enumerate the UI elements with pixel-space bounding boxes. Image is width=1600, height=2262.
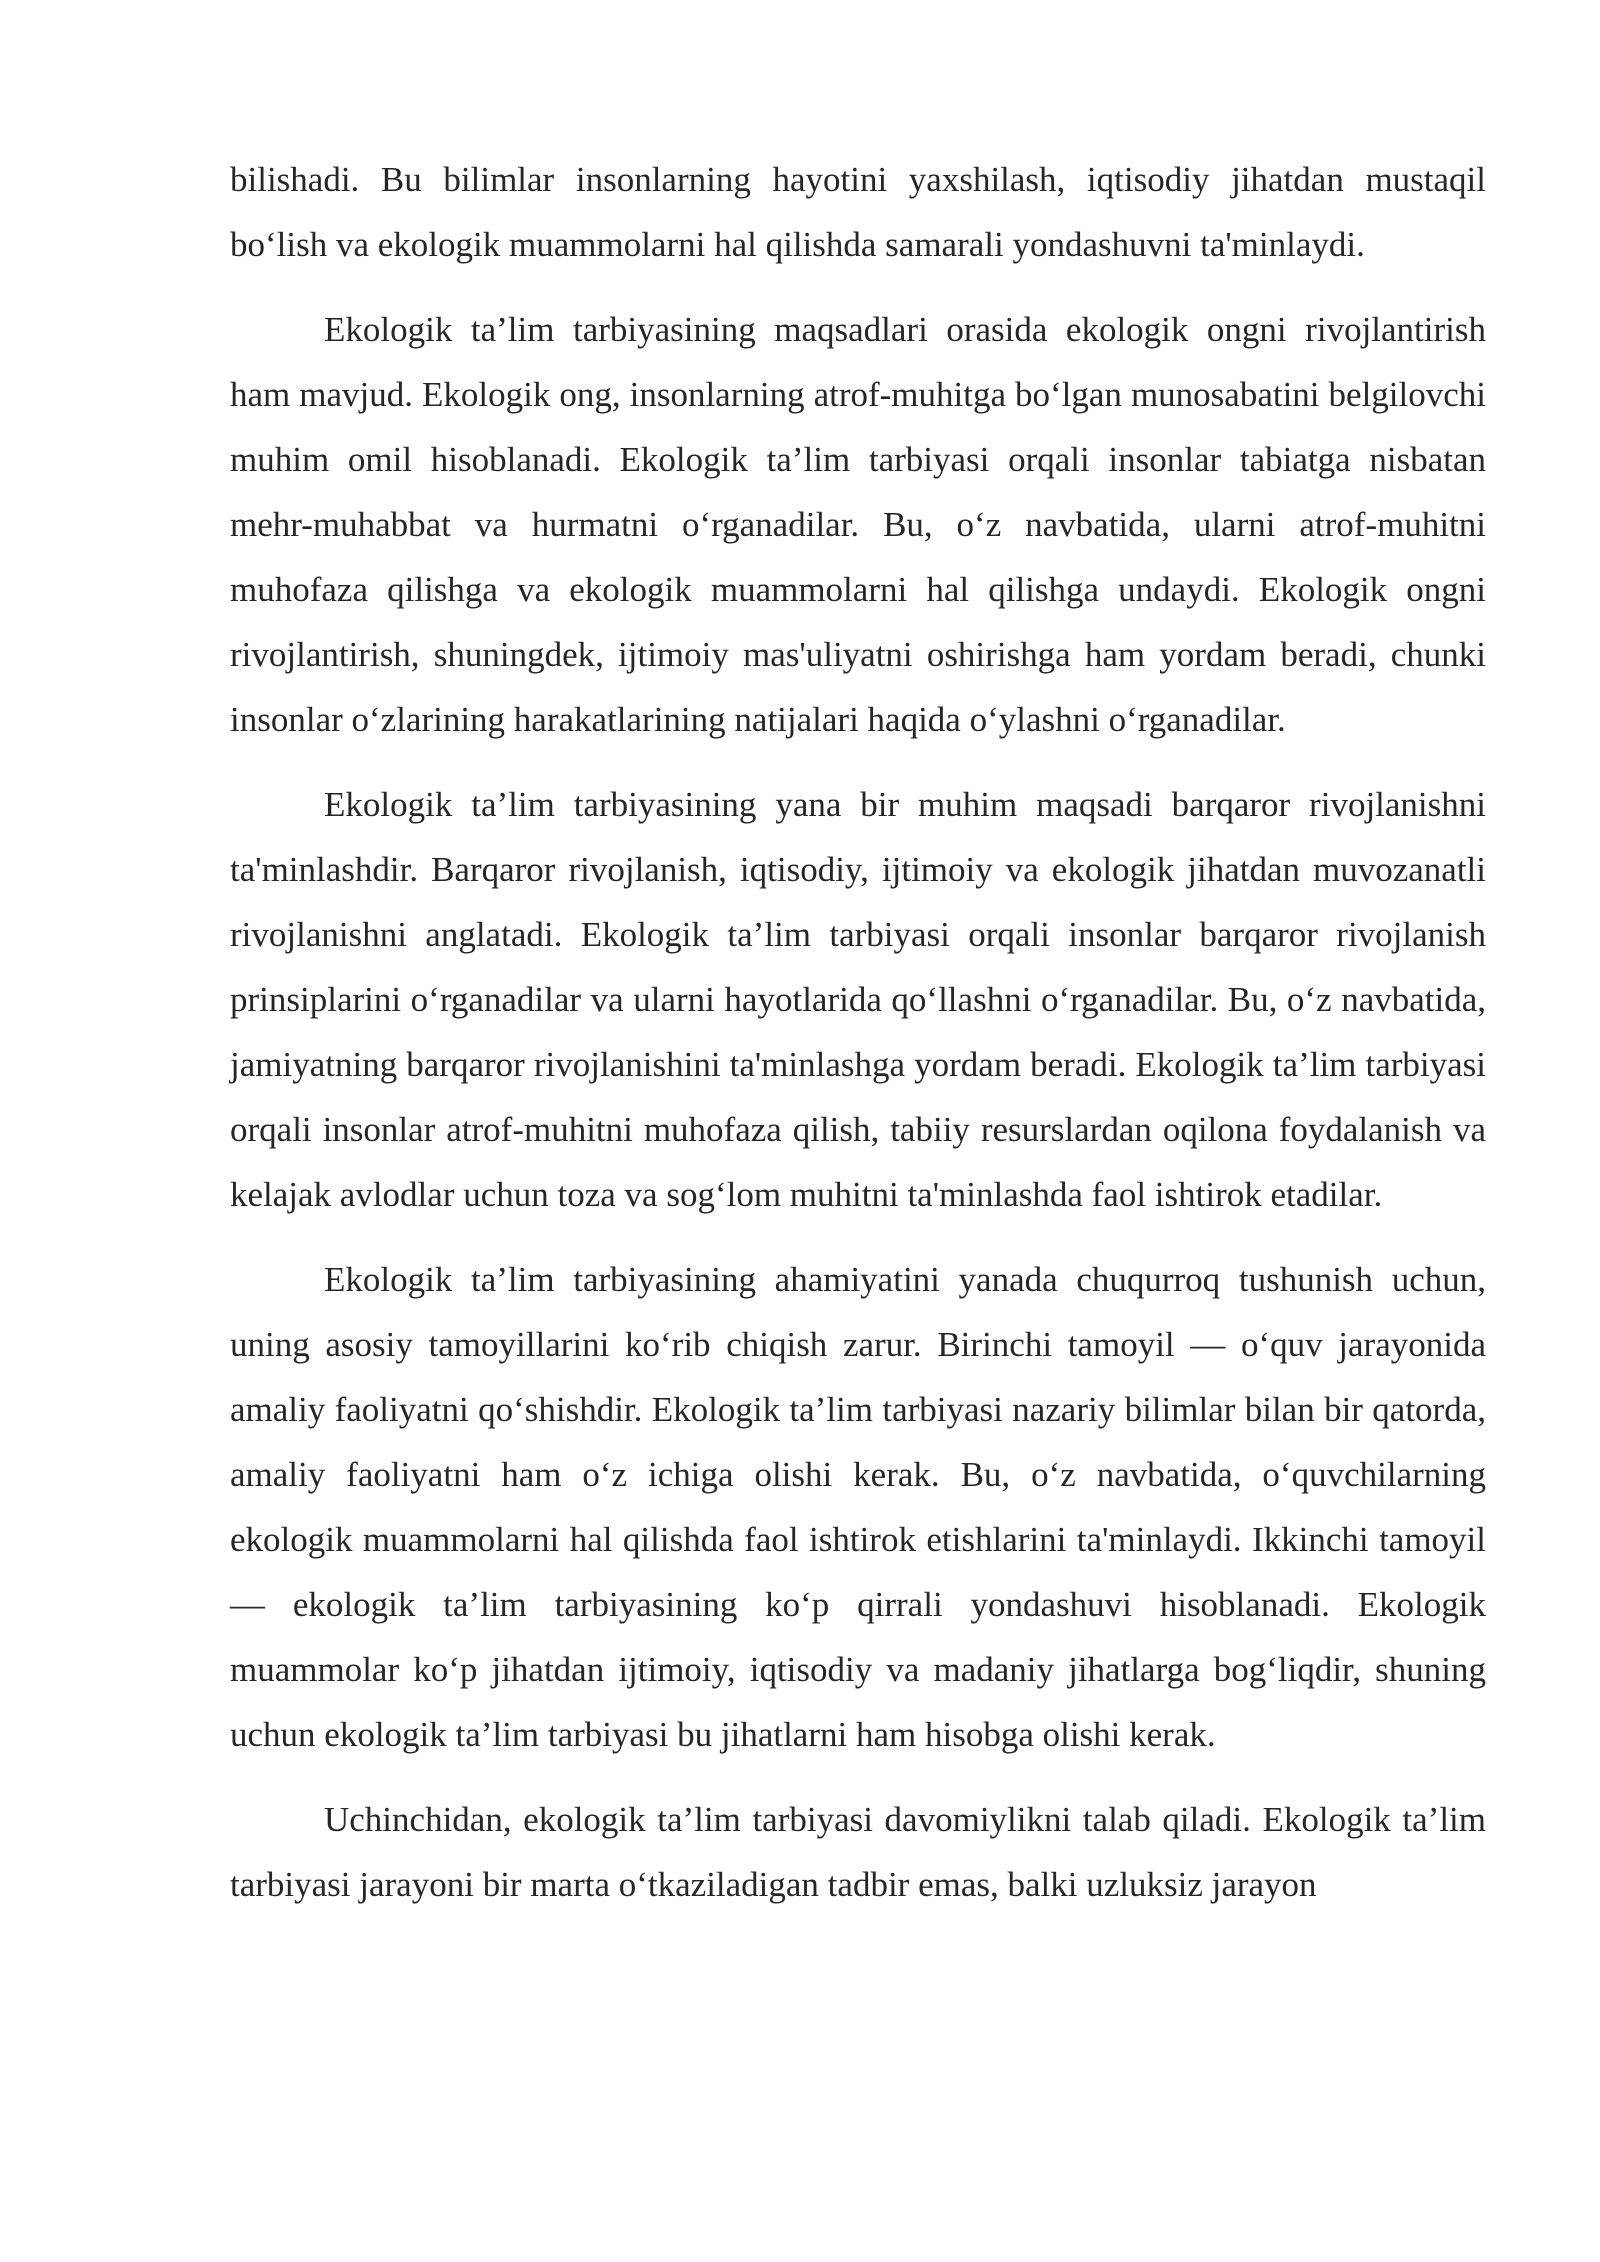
paragraph-continuation: bilishadi. Bu bilimlar insonlarning hayotini yaxshilash, iqtisodiy jihatdan mustaqil bo‘lish va ekologik muammolarni hal qilishda samarali yondashuvni ta'minlaydi. bbox=[230, 160, 1486, 264]
document-page bbox=[230, 147, 1486, 1917]
paragraph-sustainable-development: Ekologik ta’lim tarbiyasining yana bir muhim maqsadi barqaror rivojlanishni ta'minlashdir. Barqaror rivojlanish, iqtisodiy, ijtimoiy va ekologik jihatdan muvozanatli rivojlanishni anglatadi. Ekologik ta’lim tarbiyasi orqali insonlar barqaror rivojlanish prinsiplarini o‘rganadilar va ularni hayotlarida qo‘llashni o‘rganadilar. Bu, o‘z navbatida, jamiyatning barqaror rivojlanishini ta'minlashga yordam beradi. Ekologik ta’lim tarbiyasi orqali insonlar atrof-muhitni muhofaza qilish, tabiiy resurslardan oqilona foydalanish va kelajak avlodlar uchun toza va sog‘lom muhitni ta'minlashda faol ishtirok etadilar. bbox=[230, 785, 1486, 1214]
paragraph-continuity: Uchinchidan, ekologik ta’lim tarbiyasi davomiylikni talab qiladi. Ekologik ta’lim tarbiyasi jarayoni bir marta o‘tkaziladigan tadbir emas, balki uzluksiz jarayon bbox=[230, 1800, 1486, 1904]
paragraph-ecological-awareness: Ekologik ta’lim tarbiyasining maqsadlari orasida ekologik ongni rivojlantirish ham mavjud. Ekologik ong, insonlarning atrof-muhitga bo‘lgan munosabatini belgilovchi muhim omil hisoblanadi. Ekologik ta’lim tarbiyasi orqali insonlar tabiatga nisbatan mehr-muhabbat va hurmatni o‘rganadilar. Bu, o‘z navbatida, ularni atrof-muhitni muhofaza qilishga va ekologik muammolarni hal qilishga undaydi. Ekologik ongni rivojlantirish, shuningdek, ijtimoiy mas'uliyatni oshirishga ham yordam beradi, chunki insonlar o‘zlarining harakatlarining natijalari haqida o‘ylashni o‘rganadilar. bbox=[230, 310, 1486, 739]
paragraph-principles: Ekologik ta’lim tarbiyasining ahamiyatini yanada chuqurroq tushunish uchun, uning asosiy tamoyillarini ko‘rib chiqish zarur. Birinchi tamoyil — o‘quv jarayonida amaliy faoliyatni qo‘shishdir. Ekologik ta’lim tarbiyasi nazariy bilimlar bilan bir qatorda, amaliy faoliyatni ham o‘z ichiga olishi kerak. Bu, o‘z navbatida, o‘quvchilarning ekologik muammolarni hal qilishda faol ishtirok etishlarini ta'minlaydi. Ikkinchi tamoyil — ekologik ta’lim tarbiyasining ko‘p qirrali yondashuvi hisoblanadi. Ekologik muammolar ko‘p jihatdan ijtimoiy, iqtisodiy va madaniy jihatlarga bog‘liqdir, shuning uchun ekologik ta’lim tarbiyasi bu jihatlarni ham hisobga olishi kerak. bbox=[230, 1260, 1486, 1754]
